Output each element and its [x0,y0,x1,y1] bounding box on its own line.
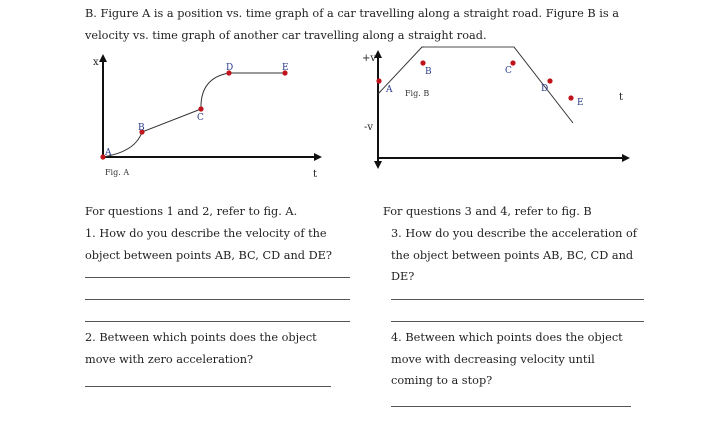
fig-b-y-neg-label: -v [364,122,374,133]
q1-answer-line-3[interactable] [85,321,350,322]
q3-line-1: 3. How do you describe the acceleration of [391,227,637,240]
fig-a-point-c [198,106,203,111]
fig-b-point-b [420,60,425,65]
q1-line-2: object between points AB, BC, CD and DE? [85,249,332,262]
figure-a [93,56,320,180]
q2-line-1: 2. Between which points does the object [85,331,317,344]
fig-a-label-c: C [197,113,204,123]
fig-b-y-pos-label: +v [362,53,377,64]
q3-answer-line-2[interactable] [391,321,644,322]
fig-b-point-e [568,95,573,100]
fig-a-label-e: E [282,63,289,73]
q3-line-3: DE? [391,270,415,283]
q2-line-2: move with zero acceleration? [85,353,254,366]
fig-b-label-e: E [577,98,584,108]
q3-answer-line-1[interactable] [391,299,644,300]
fig-b-caption: Fig. B [405,89,430,98]
fig-b-point-c [510,60,515,65]
q2-answer-line[interactable] [85,386,331,387]
q1-answer-line-2[interactable] [85,299,350,300]
figure-b [362,47,628,167]
fig-a-y-label: x [93,57,99,68]
fig-a-label-d: D [226,63,234,73]
fig-b-label-b: B [425,67,432,77]
q4-line-3: coming to a stop? [391,374,493,387]
intro-line-2: velocity vs. time graph of another car travelling along a straight road. [85,29,487,42]
fig-b-label-d: D [541,84,549,94]
fig-a-caption: Fig. A [105,168,130,177]
fig-a-label-a: A [105,148,112,158]
fig-b-x-label: t [619,92,624,103]
q4-answer-line[interactable] [391,406,631,407]
fig-a-label-b: B [138,123,145,133]
right-heading: For questions 3 and 4, refer to fig. B [383,205,592,218]
fig-b-label-c: C [505,66,512,76]
left-heading: For questions 1 and 2, refer to fig. A. [85,205,298,218]
fig-b-point-d [547,78,552,83]
fig-b-label-a: A [386,85,393,95]
fig-a-curve [103,73,285,157]
fig-a-x-label: t [313,169,318,180]
q1-line-1: 1. How do you describe the velocity of the [85,227,327,240]
fig-b-point-a [376,78,381,83]
q4-line-2: move with decreasing velocity until [391,353,595,366]
q3-line-2: the object between points AB, BC, CD and [391,249,634,262]
q4-line-1: 4. Between which points does the object [391,331,623,344]
q1-answer-line-1[interactable] [85,277,350,278]
intro-line-1: B. Figure A is a position vs. time graph of a car travelling along a straight road. Figure B is a [85,7,619,20]
